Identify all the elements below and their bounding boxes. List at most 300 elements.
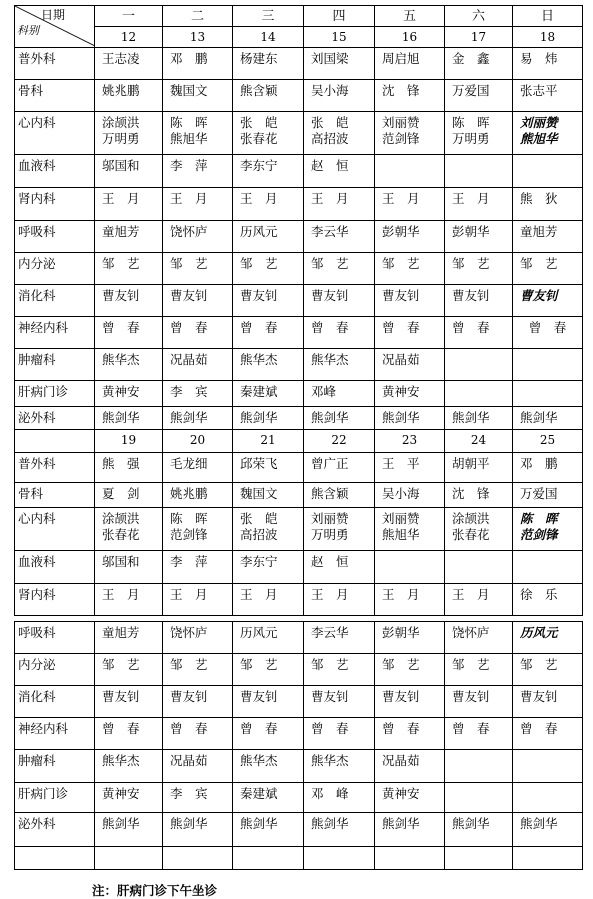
doctor-name: 曾 春 bbox=[382, 320, 420, 335]
department-cell bbox=[15, 847, 95, 870]
date-header-row bbox=[15, 430, 583, 453]
department-cell: 神经内科 bbox=[15, 718, 95, 750]
doctor-cell bbox=[233, 381, 304, 407]
department-cell: 心内科 bbox=[15, 508, 95, 551]
department-cell: 肝病门诊 bbox=[15, 783, 95, 813]
doctor-name: 熊剑华 bbox=[452, 410, 490, 425]
doctor-cell bbox=[95, 718, 163, 750]
doctor-cell bbox=[513, 654, 583, 686]
doctor-name: 熊旭华 bbox=[170, 131, 208, 146]
doctor-name: 童旭芳 bbox=[520, 224, 558, 239]
doctor-name: 万明勇 bbox=[102, 131, 140, 146]
doctor-name: 曾 春 bbox=[240, 320, 278, 335]
department-cell: 肾内科 bbox=[15, 188, 95, 221]
doctor-name: 曾 春 bbox=[382, 721, 420, 736]
doctor-cell bbox=[513, 48, 583, 80]
doctor-cell bbox=[513, 483, 583, 508]
table-row bbox=[15, 112, 583, 155]
doctor-cell bbox=[163, 285, 233, 317]
doctor-cell bbox=[375, 453, 445, 483]
doctor-name: 熊华杰 bbox=[102, 352, 140, 367]
doctor-name: 黄神安 bbox=[382, 384, 420, 399]
doctor-name: 曹友钊 bbox=[311, 689, 349, 704]
doctor-cell bbox=[163, 508, 233, 551]
doctor-name: 王 月 bbox=[382, 587, 420, 602]
doctor-cell bbox=[304, 188, 375, 221]
footnote: 注：肝病门诊下午坐诊 bbox=[92, 883, 218, 898]
doctor-name: 魏国文 bbox=[240, 486, 278, 501]
doctor-cell bbox=[95, 686, 163, 718]
doctor-cell bbox=[233, 48, 304, 80]
doctor-cell bbox=[233, 221, 304, 253]
table-row bbox=[15, 686, 583, 718]
doctor-cell bbox=[445, 686, 513, 718]
doctor-name: 陈 晖 bbox=[170, 115, 208, 130]
doctor-cell bbox=[163, 453, 233, 483]
doctor-name: 饶怀庐 bbox=[170, 224, 208, 239]
doctor-cell bbox=[375, 188, 445, 221]
doctor-cell bbox=[445, 349, 513, 381]
doctor-cell bbox=[233, 750, 304, 783]
doctor-name: 熊剑华 bbox=[240, 816, 278, 831]
department-cell: 肿瘤科 bbox=[15, 750, 95, 783]
doctor-cell bbox=[95, 407, 163, 430]
weekday-3: 三 bbox=[233, 6, 304, 27]
doctor-cell bbox=[445, 483, 513, 508]
doctor-name: 曹友钊 bbox=[170, 689, 208, 704]
doctor-name: 李云华 bbox=[311, 224, 349, 239]
doctor-cell bbox=[375, 813, 445, 847]
doctor-name: 熊华杰 bbox=[311, 352, 349, 367]
doctor-name: 熊剑华 bbox=[102, 816, 140, 831]
doctor-cell bbox=[163, 155, 233, 188]
schedule-table-upper bbox=[14, 5, 583, 616]
doctor-cell bbox=[304, 48, 375, 80]
doctor-name: 范剑锋 bbox=[520, 527, 558, 542]
corner-diagonal bbox=[15, 6, 95, 46]
doctor-cell bbox=[233, 508, 304, 551]
doctor-cell bbox=[445, 551, 513, 584]
doctor-cell bbox=[513, 813, 583, 847]
doctor-cell bbox=[304, 253, 375, 285]
weekday-header-row bbox=[15, 6, 583, 27]
doctor-name: 刘丽赞 bbox=[382, 511, 420, 526]
doctor-cell bbox=[163, 112, 233, 155]
doctor-name: 万明勇 bbox=[452, 131, 490, 146]
department-cell: 内分泌 bbox=[15, 654, 95, 686]
date-12: 12 bbox=[95, 27, 163, 48]
doctor-name: 刘丽赞 bbox=[520, 115, 558, 130]
doctor-name: 况晶茹 bbox=[382, 352, 420, 367]
department-cell: 心内科 bbox=[15, 112, 95, 155]
doctor-cell bbox=[445, 285, 513, 317]
doctor-cell bbox=[163, 813, 233, 847]
doctor-name: 曹友钊 bbox=[240, 288, 278, 303]
doctor-cell bbox=[95, 483, 163, 508]
doctor-cell bbox=[513, 349, 583, 381]
table-row bbox=[15, 551, 583, 584]
weekday-6: 六 bbox=[445, 6, 513, 27]
department-cell: 血液科 bbox=[15, 155, 95, 188]
doctor-cell bbox=[95, 253, 163, 285]
doctor-cell bbox=[513, 686, 583, 718]
doctor-cell bbox=[163, 188, 233, 221]
doctor-cell bbox=[163, 622, 233, 654]
doctor-name: 秦建斌 bbox=[240, 786, 278, 801]
doctor-name: 邹 艺 bbox=[240, 657, 278, 672]
doctor-name: 邹 艺 bbox=[311, 256, 349, 271]
doctor-cell bbox=[233, 686, 304, 718]
doctor-name: 李 宾 bbox=[170, 384, 208, 399]
date-21: 21 bbox=[233, 430, 304, 453]
doctor-cell bbox=[304, 317, 375, 349]
doctor-cell bbox=[233, 285, 304, 317]
doctor-name: 童旭芳 bbox=[102, 224, 140, 239]
doctor-name: 陈 晖 bbox=[170, 511, 208, 526]
doctor-name: 王 月 bbox=[452, 191, 490, 206]
doctor-cell bbox=[375, 508, 445, 551]
date-25: 25 bbox=[513, 430, 583, 453]
doctor-name: 黄神安 bbox=[102, 786, 140, 801]
doctor-name: 曾 春 bbox=[102, 721, 140, 736]
doctor-name: 彭朝华 bbox=[382, 224, 420, 239]
doctor-name: 涂颉洪 bbox=[452, 511, 490, 526]
table-row bbox=[15, 381, 583, 407]
doctor-name: 刘丽赞 bbox=[311, 511, 349, 526]
doctor-cell bbox=[375, 407, 445, 430]
doctor-cell bbox=[95, 317, 163, 349]
doctor-cell bbox=[513, 381, 583, 407]
doctor-cell bbox=[445, 622, 513, 654]
doctor-name: 邹 艺 bbox=[520, 256, 558, 271]
doctor-cell bbox=[95, 155, 163, 188]
doctor-cell bbox=[445, 80, 513, 112]
doctor-cell bbox=[445, 813, 513, 847]
doctor-cell bbox=[233, 847, 304, 870]
doctor-cell bbox=[304, 622, 375, 654]
doctor-name: 邹 艺 bbox=[520, 657, 558, 672]
doctor-name: 赵 恒 bbox=[311, 158, 349, 173]
doctor-cell bbox=[375, 622, 445, 654]
doctor-name: 邹 艺 bbox=[170, 657, 208, 672]
doctor-cell bbox=[445, 317, 513, 349]
doctor-cell bbox=[513, 584, 583, 616]
doctor-name: 邬国和 bbox=[102, 158, 140, 173]
doctor-cell bbox=[233, 718, 304, 750]
doctor-name: 熊剑华 bbox=[311, 816, 349, 831]
doctor-cell bbox=[375, 381, 445, 407]
doctor-name: 张春花 bbox=[240, 131, 278, 146]
doctor-name: 熊华杰 bbox=[240, 352, 278, 367]
doctor-name: 况晶茹 bbox=[170, 352, 208, 367]
department-cell: 内分泌 bbox=[15, 253, 95, 285]
doctor-name: 曾 春 bbox=[311, 320, 349, 335]
doctor-cell bbox=[513, 285, 583, 317]
doctor-name: 赵 恒 bbox=[311, 554, 349, 569]
doctor-name: 曾 春 bbox=[452, 320, 490, 335]
doctor-cell bbox=[445, 750, 513, 783]
doctor-name: 熊含颖 bbox=[240, 83, 278, 98]
doctor-cell bbox=[445, 508, 513, 551]
doctor-cell bbox=[304, 453, 375, 483]
table-row bbox=[15, 813, 583, 847]
doctor-name: 邓 峰 bbox=[311, 786, 349, 801]
doctor-cell bbox=[304, 750, 375, 783]
doctor-cell bbox=[375, 686, 445, 718]
table-row bbox=[15, 483, 583, 508]
doctor-cell bbox=[304, 584, 375, 616]
doctor-name: 涂颉洪 bbox=[102, 511, 140, 526]
doctor-name: 胡朝平 bbox=[452, 456, 490, 471]
corner-cell bbox=[15, 6, 95, 48]
doctor-name: 曹友钊 bbox=[102, 288, 140, 303]
doctor-name: 王 平 bbox=[382, 456, 420, 471]
doctor-cell bbox=[163, 783, 233, 813]
doctor-name: 王 月 bbox=[240, 191, 278, 206]
table-row bbox=[15, 783, 583, 813]
doctor-name: 邹 艺 bbox=[102, 256, 140, 271]
doctor-name: 徐 乐 bbox=[520, 587, 558, 602]
doctor-name: 曾 春 bbox=[311, 721, 349, 736]
department-cell: 骨科 bbox=[15, 483, 95, 508]
doctor-cell bbox=[163, 654, 233, 686]
doctor-cell bbox=[304, 483, 375, 508]
doctor-cell bbox=[375, 551, 445, 584]
doctor-cell bbox=[304, 285, 375, 317]
doctor-name: 邹 艺 bbox=[452, 256, 490, 271]
doctor-cell bbox=[233, 622, 304, 654]
date-17: 17 bbox=[445, 27, 513, 48]
date-22: 22 bbox=[304, 430, 375, 453]
doctor-cell bbox=[375, 483, 445, 508]
doctor-name: 历风元 bbox=[240, 224, 278, 239]
doctor-name: 熊剑华 bbox=[520, 816, 558, 831]
doctor-cell bbox=[233, 155, 304, 188]
table-row bbox=[15, 508, 583, 551]
doctor-name: 吴小海 bbox=[311, 83, 349, 98]
doctor-name: 邹 艺 bbox=[240, 256, 278, 271]
date-header-row bbox=[15, 27, 583, 48]
weekday-4: 四 bbox=[304, 6, 375, 27]
doctor-name: 刘国梁 bbox=[311, 51, 349, 66]
doctor-cell bbox=[163, 686, 233, 718]
doctor-name: 姚兆鹏 bbox=[170, 486, 208, 501]
department-cell: 普外科 bbox=[15, 453, 95, 483]
doctor-cell bbox=[233, 453, 304, 483]
doctor-name: 童旭芳 bbox=[102, 625, 140, 640]
doctor-cell bbox=[95, 551, 163, 584]
doctor-name: 历风元 bbox=[520, 625, 558, 640]
doctor-cell bbox=[513, 80, 583, 112]
doctor-name: 涂颉洪 bbox=[102, 115, 140, 130]
table-row bbox=[15, 622, 583, 654]
schedule-table-lower bbox=[14, 621, 583, 870]
doctor-name: 彭朝华 bbox=[452, 224, 490, 239]
doctor-cell bbox=[163, 48, 233, 80]
doctor-name: 邱荣飞 bbox=[240, 456, 278, 471]
doctor-cell bbox=[513, 155, 583, 188]
doctor-name: 曹友钊 bbox=[520, 689, 558, 704]
doctor-cell bbox=[233, 551, 304, 584]
department-cell: 骨科 bbox=[15, 80, 95, 112]
doctor-name: 王 月 bbox=[170, 191, 208, 206]
doctor-cell bbox=[95, 584, 163, 616]
doctor-cell bbox=[163, 750, 233, 783]
doctor-cell bbox=[95, 188, 163, 221]
doctor-cell bbox=[513, 750, 583, 783]
doctor-cell bbox=[304, 847, 375, 870]
doctor-cell bbox=[95, 654, 163, 686]
doctor-name: 曹友钊 bbox=[170, 288, 208, 303]
doctor-name: 周启旭 bbox=[382, 51, 420, 66]
doctor-name: 李东宁 bbox=[240, 554, 278, 569]
doctor-name: 彭朝华 bbox=[382, 625, 420, 640]
doctor-name: 曹友钊 bbox=[382, 288, 420, 303]
doctor-cell bbox=[375, 253, 445, 285]
doctor-cell bbox=[375, 654, 445, 686]
date-13: 13 bbox=[163, 27, 233, 48]
doctor-name: 曹友钊 bbox=[520, 288, 558, 303]
doctor-cell bbox=[375, 221, 445, 253]
doctor-name: 邓峰 bbox=[311, 384, 337, 399]
corner-label-date: 日期 bbox=[41, 8, 66, 22]
weekday-2: 二 bbox=[163, 6, 233, 27]
doctor-cell bbox=[163, 80, 233, 112]
doctor-name: 邹 艺 bbox=[311, 657, 349, 672]
doctor-cell bbox=[375, 155, 445, 188]
doctor-cell bbox=[304, 349, 375, 381]
table-row bbox=[15, 317, 583, 349]
doctor-name: 陈 晖 bbox=[520, 511, 558, 526]
doctor-name: 刘丽赞 bbox=[382, 115, 420, 130]
doctor-name: 熊含颖 bbox=[311, 486, 349, 501]
department-cell: 泌外科 bbox=[15, 407, 95, 430]
doctor-cell bbox=[95, 750, 163, 783]
date-20: 20 bbox=[163, 430, 233, 453]
doctor-cell bbox=[163, 407, 233, 430]
doctor-name: 魏国文 bbox=[170, 83, 208, 98]
doctor-cell bbox=[304, 221, 375, 253]
doctor-name: 邹 艺 bbox=[170, 256, 208, 271]
doctor-name: 况晶茹 bbox=[382, 753, 420, 768]
doctor-name: 万明勇 bbox=[311, 527, 349, 542]
doctor-cell bbox=[95, 285, 163, 317]
doctor-name: 熊 强 bbox=[102, 456, 140, 471]
doctor-name: 熊旭华 bbox=[520, 131, 558, 146]
doctor-name: 曾 春 bbox=[240, 721, 278, 736]
doctor-cell bbox=[163, 349, 233, 381]
doctor-cell bbox=[233, 112, 304, 155]
doctor-cell bbox=[513, 188, 583, 221]
doctor-cell bbox=[95, 349, 163, 381]
doctor-name: 曹友钊 bbox=[452, 689, 490, 704]
doctor-cell bbox=[445, 188, 513, 221]
doctor-name: 沈 锋 bbox=[382, 83, 420, 98]
doctor-name: 张 皑 bbox=[240, 511, 278, 526]
doctor-name: 黄神安 bbox=[382, 786, 420, 801]
doctor-name: 杨建东 bbox=[240, 51, 278, 66]
doctor-cell bbox=[513, 317, 583, 349]
doctor-cell bbox=[304, 654, 375, 686]
date-16: 16 bbox=[375, 27, 445, 48]
doctor-cell bbox=[163, 483, 233, 508]
department-cell: 普外科 bbox=[15, 48, 95, 80]
doctor-cell bbox=[445, 718, 513, 750]
doctor-cell bbox=[445, 253, 513, 285]
table-row bbox=[15, 349, 583, 381]
doctor-cell bbox=[445, 155, 513, 188]
doctor-cell bbox=[445, 847, 513, 870]
doctor-cell bbox=[95, 112, 163, 155]
doctor-name: 曹友钊 bbox=[452, 288, 490, 303]
department-cell: 肝病门诊 bbox=[15, 381, 95, 407]
doctor-name: 李云华 bbox=[311, 625, 349, 640]
doctor-name: 王 月 bbox=[452, 587, 490, 602]
doctor-name: 张 皑 bbox=[240, 115, 278, 130]
doctor-name: 王 月 bbox=[382, 191, 420, 206]
doctor-cell bbox=[375, 285, 445, 317]
doctor-name: 熊华杰 bbox=[240, 753, 278, 768]
doctor-cell bbox=[304, 813, 375, 847]
doctor-cell bbox=[163, 221, 233, 253]
doctor-cell bbox=[513, 718, 583, 750]
doctor-cell bbox=[304, 686, 375, 718]
doctor-name: 吴小海 bbox=[382, 486, 420, 501]
department-cell: 血液科 bbox=[15, 551, 95, 584]
doctor-cell bbox=[445, 584, 513, 616]
doctor-name: 熊剑华 bbox=[102, 410, 140, 425]
doctor-cell bbox=[375, 783, 445, 813]
doctor-name: 曾 春 bbox=[102, 320, 140, 335]
doctor-name: 熊剑华 bbox=[170, 410, 208, 425]
doctor-cell bbox=[375, 584, 445, 616]
doctor-name: 王 月 bbox=[311, 191, 349, 206]
doctor-name: 熊剑华 bbox=[382, 410, 420, 425]
doctor-name: 张 皑 bbox=[311, 115, 349, 130]
date-row-blank bbox=[15, 430, 95, 453]
doctor-name: 姚兆鹏 bbox=[102, 83, 140, 98]
table-row bbox=[15, 584, 583, 616]
doctor-cell bbox=[233, 783, 304, 813]
doctor-name: 秦建斌 bbox=[240, 384, 278, 399]
date-19: 19 bbox=[95, 430, 163, 453]
doctor-cell bbox=[513, 253, 583, 285]
doctor-cell bbox=[304, 112, 375, 155]
doctor-cell bbox=[445, 381, 513, 407]
table-row bbox=[15, 407, 583, 430]
doctor-cell bbox=[513, 112, 583, 155]
doctor-cell bbox=[513, 551, 583, 584]
doctor-name: 李 萍 bbox=[170, 554, 208, 569]
doctor-cell bbox=[304, 783, 375, 813]
doctor-name: 邹 艺 bbox=[382, 657, 420, 672]
doctor-name: 邓 鹏 bbox=[170, 51, 208, 66]
doctor-cell bbox=[163, 551, 233, 584]
doctor-name: 熊剑华 bbox=[240, 410, 278, 425]
doctor-name: 邹 艺 bbox=[102, 657, 140, 672]
doctor-cell bbox=[95, 813, 163, 847]
doctor-cell bbox=[304, 407, 375, 430]
doctor-cell bbox=[375, 80, 445, 112]
doctor-name: 熊华杰 bbox=[311, 753, 349, 768]
doctor-name: 王 月 bbox=[240, 587, 278, 602]
doctor-cell bbox=[233, 188, 304, 221]
doctor-name: 易 炜 bbox=[520, 51, 558, 66]
doctor-cell bbox=[375, 847, 445, 870]
doctor-cell bbox=[163, 253, 233, 285]
doctor-name: 熊剑华 bbox=[520, 410, 558, 425]
doctor-cell bbox=[445, 407, 513, 430]
